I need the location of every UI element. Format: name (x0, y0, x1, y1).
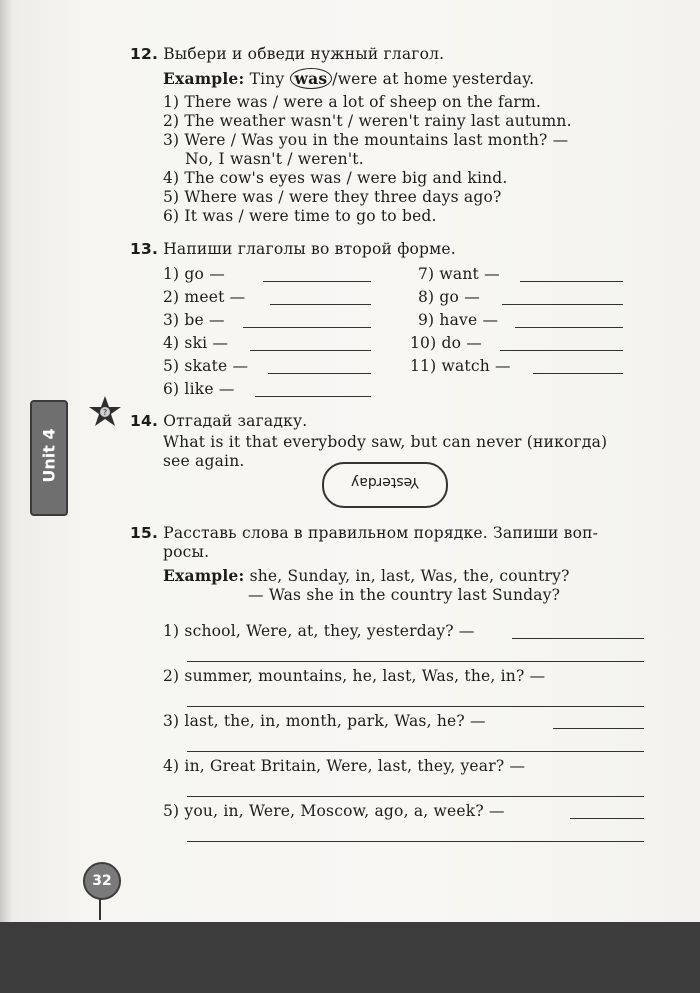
ex12-item: 6) It was / were time to go to bed. (163, 207, 437, 225)
ex15-example (163, 567, 570, 585)
answer-line[interactable] (500, 350, 623, 351)
ex13-item: 2) meet — (163, 288, 246, 306)
ex15-instruction: Расставь слова в правильном порядке. Запиши воп- (163, 524, 599, 542)
unit-tab (30, 400, 68, 516)
answer-line[interactable] (270, 304, 371, 305)
ex12-example-circled: was (290, 68, 333, 89)
page-edge-shadow (0, 0, 12, 922)
ex15-item: 4) in, Great Britain, Were, last, they, year? — (163, 757, 526, 775)
answer-line[interactable] (255, 396, 371, 397)
ex13-item: 11) watch — (410, 357, 511, 375)
ex12-item: 2) The weather wasn't / weren't rainy last autumn. (163, 112, 572, 130)
ex15-header (130, 524, 598, 542)
answer-line[interactable] (512, 638, 644, 639)
ex15-item: 3) last, the, in, month, park, Was, he? — (163, 712, 486, 730)
ex15-example-label: Example: (163, 566, 245, 585)
riddle-answer-cloud (322, 462, 448, 508)
ex14-header (130, 412, 307, 430)
ex12-example-label: Example: (163, 69, 245, 88)
ex13-item: 7) want — (418, 265, 500, 283)
ex15-number: 15. (130, 524, 159, 542)
ex12-item: 4) The cow's eyes was / were big and kind. (163, 169, 508, 187)
answer-line[interactable] (187, 706, 644, 707)
answer-line[interactable] (502, 304, 623, 305)
answer-line[interactable] (570, 818, 644, 819)
answer-line[interactable] (533, 373, 623, 374)
ex12-example-pre: Tiny (249, 70, 285, 88)
ex12-example (163, 70, 534, 88)
answer-line[interactable] (553, 728, 644, 729)
ex13-item: 5) skate — (163, 357, 249, 375)
answer-line[interactable] (520, 281, 623, 282)
ex12-number: 12. (130, 45, 159, 63)
ex12-item: 1) There was / were a lot of sheep on the farm. (163, 93, 542, 111)
ex12-header (130, 45, 444, 63)
ex13-item: 4) ski — (163, 334, 229, 352)
svg-text:?: ? (102, 408, 108, 417)
answer-line[interactable] (515, 327, 623, 328)
answer-line[interactable] (263, 281, 371, 282)
ex12-example-post: /were at home yesterday. (332, 70, 535, 88)
ex15-instruction-cont: росы. (163, 543, 210, 561)
ex13-item: 9) have — (418, 311, 499, 329)
puzzle-star-icon (88, 395, 122, 429)
ex12-item: 3) Were / Was you in the mountains last month? — (163, 131, 569, 149)
answer-line[interactable] (187, 796, 644, 797)
answer-line[interactable] (187, 841, 644, 842)
ex14-riddle: see again. (163, 452, 245, 470)
ex15-item: 2) summer, mountains, he, last, Was, the, in? — (163, 667, 546, 685)
ex13-number: 13. (130, 240, 159, 258)
ex13-header (130, 240, 456, 258)
ex15-item: 1) school, Were, at, they, yesterday? — (163, 622, 475, 640)
page-number: 32 (83, 862, 121, 900)
ex15-example-answer: — Was she in the country last Sunday? (248, 586, 561, 604)
unit-tab-label: Unit 4 (39, 428, 59, 483)
ex13-instruction: Напиши глаголы во второй форме. (163, 240, 456, 258)
ex12-item: 5) Where was / were they three days ago? (163, 188, 502, 206)
ex12-instruction: Выбери и обведи нужный глагол. (163, 45, 445, 63)
ex13-item: 10) do — (410, 334, 482, 352)
ex13-item: 3) be — (163, 311, 225, 329)
ex13-item: 6) like — (163, 380, 235, 398)
ex14-instruction: Отгадай загадку. (163, 412, 308, 430)
ex14-riddle: What is it that everybody saw, but can never (никогда) (163, 433, 608, 451)
ex15-item: 5) you, in, Were, Moscow, ago, a, week? — (163, 802, 505, 820)
answer-line[interactable] (187, 661, 644, 662)
balloon-string (99, 898, 101, 920)
ex13-item: 8) go — (418, 288, 480, 306)
answer-line[interactable] (187, 751, 644, 752)
ex15-example-line1: she, Sunday, in, last, Was, the, country? (249, 567, 570, 585)
scan-bottom-band (0, 922, 700, 993)
answer-line[interactable] (250, 350, 371, 351)
riddle-answer: Yesterday (351, 474, 419, 490)
answer-line[interactable] (268, 373, 371, 374)
answer-line[interactable] (243, 327, 371, 328)
ex13-item: 1) go — (163, 265, 225, 283)
ex12-item-answer: No, I wasn't / weren't. (185, 150, 364, 168)
ex14-number: 14. (130, 412, 159, 430)
